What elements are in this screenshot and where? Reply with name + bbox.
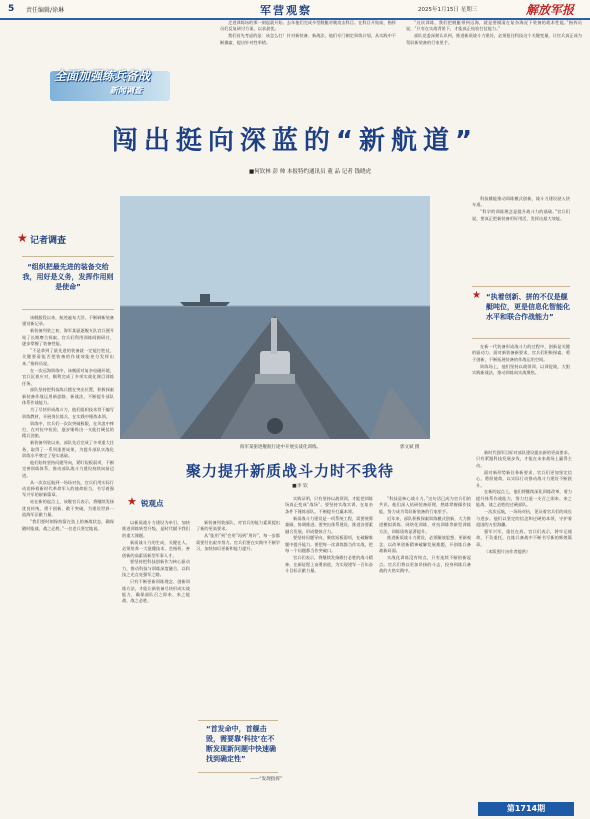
pull-quote-attribution: ——“发现指挥” (250, 777, 283, 782)
paragraph: 在新一代装备形成战斗力的过程中，创新是关键的驱动力。面对新装备新要求，官兵们积极探索、勇于创新，不断拓展装备的作战运用空间。 (472, 344, 570, 362)
intro-paragraph: 我们首先考虑的是：该怎么打！针对新装备、新战法，他们专门制定训练计划，从实践中不断摸索，提出针对性举措。 (220, 33, 396, 45)
paragraph: 实践证明，只有坚持以战领训，才能把训练场真正变成“战场”。要坚持实战实训，在复杂条件下锤炼部队，不断提升打赢本领。 (285, 496, 373, 514)
bottom-column-4 (379, 496, 471, 810)
paragraph: 从“能用”到“会用”再到“用好”，每一步都需要付出艰辛努力。官兵们要在实践中不断学习，加快知识更新和能力提升。 (196, 533, 280, 552)
section-editor-label: 责任编辑/徐琳 (26, 7, 65, 14)
feature-banner (50, 57, 170, 105)
paragraph: 官兵们表示，将继续发扬敢打必胜的战斗精神，在新征程上奋勇前进，为实现建军一百年奋斗目标贡献力量。 (285, 555, 373, 573)
paragraph: 站在新的起点上，该舰官兵表示，将继续发扬优良传统，勇于创新、敢于突破，为建设世界一流海军贡献力量。 (22, 499, 114, 518)
paragraph: “科技是核心战斗力。”这句话已成为官兵们的共识。他们深入钻研装备原理，熟练掌握操作技能，努力成为驾驭新装备的行家里手。 (379, 496, 471, 514)
page-section-title: 军营观察 (260, 4, 312, 17)
paragraph: “科学的训练理念是提升战斗力的基础。”官兵们说，要真正把新装备用好用活，发挥出最大效能。 (472, 209, 570, 221)
paragraph: 要坚持问题导向，聚焦短板弱项，在破解难题中提升能力。要把每一次训练都当作实战，把每一个问题都当作突破口。 (285, 535, 373, 554)
paragraph: 以新质战斗力建设为牵引，加快推进训练转型升级，是时代赋予我们的重大课题。 (122, 520, 190, 538)
divider (22, 256, 114, 257)
warship-photo (120, 196, 430, 439)
bottom-column-3 (285, 496, 373, 810)
divider (198, 772, 278, 773)
photo-credit: 郭文斌 摄 (400, 445, 420, 450)
reporter-survey-title: 记者调查 (30, 236, 67, 246)
right-column-top-text (472, 196, 570, 276)
main-byline: ■何钦林 彭 帅 本报特约通讯员 董 品 记者 钱晓虎 (249, 169, 371, 175)
sub-byline: ■李 钦 (292, 484, 308, 489)
bottom-column-5 (476, 450, 572, 798)
intro-paragraph: “这次训练，我们把舰艇带到远海，就是要摸清在复杂海况下装备的战术性能。”指挥员说，“只有在实战背景下，才能真正检验打仗能力。” (406, 20, 582, 32)
paragraph: 他们始终坚持问题导向，紧盯短板弱项，不断完善训练体系，推动部队战斗力建设持续向前迈进。 (22, 459, 114, 478)
pull-quote-middle: “首发命中，首舰击毁，需要靠‘科技’在不断发现新问题中快速确找到确定性” (206, 725, 276, 763)
star-icon: ★ (127, 495, 137, 508)
paragraph: 实战化训练没有终点，只有连续不断的新起点。官兵们将以更加昂扬的斗志，投身到练兵备战的火热实践中。 (379, 555, 471, 573)
bottom-column-1 (122, 520, 190, 810)
paragraph: 训练中，官兵们一次次突破极限，在风浪中摔打，在对抗中检验，逐步锤炼出一支能打硬仗的精兵劲旅。 (22, 420, 114, 439)
pull-quote-left: “组织把最先进的装备交给我，用好是义务，发挥作用则是使命” (22, 263, 114, 291)
paragraph: 从一次次远航到一场场对抗，官兵们用实际行动诠释着新时代革命军人的使命担当，书写着强军兴军的崭新篇章。 (22, 479, 114, 498)
paragraph: 为了尽快形成战斗力，他们组织技术骨干编写训练教材，开展岗位练兵，在实践中锤炼本领。 (22, 407, 114, 419)
pull-quote-right: “执着创新、拼的不仅是舰艇吨位，更是信息化智能化水平和联合作战能力” (486, 293, 570, 321)
intro-paragraph: 部队党委深刻认识到，推进新质战斗力建设，必须扭住科技这个关键变量，让官兵真正成为驾驭新装备的行家里手。 (406, 33, 582, 45)
photo-caption: 海军某驱逐舰航行途中开展实战化训练。 (240, 445, 321, 450)
star-icon: ★ (472, 290, 481, 301)
star-icon: ★ (17, 231, 28, 245)
paragraph: 只有不断更新训练理念、创新训练方法，才能让新装备尽快形成实战能力，确保部队召之即来、来之能战、战之必胜。 (122, 579, 190, 604)
intro-text-block (220, 20, 582, 84)
newspaper-masthead: 解放军报 (526, 3, 575, 17)
banner-title: 全面加强练兵备战 (54, 69, 151, 83)
paragraph: 一次次远航，一场场对抗，见证着官兵们的成长与进步。他们以坚定的信念和过硬的本领，守护着祖国的万里海疆。 (476, 509, 572, 527)
paragraph: 强军兴军，重任在肩。官兵们表示，将牢记使命，不负重托，在练兵备战中不断书写新的辉煌篇章。 (476, 528, 572, 547)
warship-illustration (120, 196, 430, 439)
paragraph: 训练场上，他们坚持以战领训、以训促战，大胆实践新战法，推动训练向实战聚焦。 (472, 363, 570, 376)
paragraph: 新质战斗力建设是一项系统工程，需要统筹兼顾、协调推进。要突出体系建设，推进各要素融合发展，形成整体合力。 (285, 515, 373, 534)
paragraph: 新装备列装之初，海军某驱逐舰支队官兵便开始了长期磨合探索。官兵们利用训练间隙研讨，逐步掌握了装备性能。 (22, 328, 114, 347)
paragraph: （本版照片由作者提供） (484, 548, 531, 554)
divider (472, 338, 570, 339)
banner-subtitle: 新闻调查 (110, 86, 142, 95)
divider (198, 720, 278, 721)
paragraph: 面对新形势新任务新要求，官兵们更加坚定信心，勇担使命，以实际行动推动战斗力建设不断跃升。 (476, 469, 572, 488)
paragraph: 新质战斗力的生成，关键在人。必须培养一大批懂技术、会指挥、善创新的高素质新型军事人才。 (122, 539, 190, 558)
paragraph: 在一次远海训练中，该舰面对复杂电磁环境，官兵沉着应对，顺利完成了多项实战化课目训练任务。 (22, 367, 114, 386)
page-number: 5 (8, 4, 15, 14)
issue-number-badge: 第1714期 (478, 802, 574, 816)
paragraph: “我们要时刻保持箭在弦上的备战状态，确保随时能战、战之必胜。”一名老兵坚定地说。 (22, 519, 114, 531)
sharp-views-header (127, 497, 169, 513)
right-column-text (472, 344, 570, 444)
bottom-column-2 (196, 520, 280, 720)
main-headline: 闯出挺向深蓝的“新航道” (111, 126, 479, 156)
left-column-text (22, 315, 114, 810)
paragraph: 近年来，部队积极探索训练模式创新，大力推进模拟训练、网络化训练、对抗训练等新型训练方法，训练质效显著提升。 (379, 515, 471, 534)
issue-date: 2025年1月15日 星期三 (418, 7, 478, 13)
paragraph: 新装备列装部队，对官兵的能力素质提出了新的更高要求。 (196, 520, 280, 532)
paragraph: “不是拿到了最先进的装备就一定能打胜仗，关键要看能否把装备的作战效能充分发挥出来。”指挥员说。 (22, 348, 114, 366)
divider (22, 309, 114, 310)
paragraph: 部队坚持把科技练兵摆在突出位置，积极探索新装备作战运用新思路、新战法，不断提升部队体系作战能力。 (22, 387, 114, 406)
paragraph: 科技赋能推动训练模式创新，战斗力建设驶入快车道。 (472, 196, 570, 208)
sharp-views-title: 锐观点 (141, 499, 164, 508)
paragraph: 新时代强军目标对部队建设提出新的更高要求。只有紧跟科技发展步伐，才能在未来战场上赢得主动。 (476, 450, 572, 468)
paragraph: 新装备列装以来，部队先后完成了多项重大任务，取得了一系列重要成果，为提升部队实战化训练水平奠定了坚实基础。 (22, 440, 114, 459)
paragraph: 在新的起点上，他们将继续深化训练改革，着力提升体系作战能力，努力打造一支召之即来、来之能战、战之必胜的过硬部队。 (476, 489, 572, 508)
sub-headline: 聚力提升新质战斗力时不我待 (185, 462, 394, 480)
paragraph: 推进新质战斗力建设，必须解放思想、更新观念，以改革创新精神破解发展难题，开创练兵备战新局面。 (379, 535, 471, 554)
paragraph: 该舰服役以来，航迹遍布大洋，不断刷新装备建设新记录。 (22, 315, 114, 327)
paragraph: 要坚持把科技创新作为核心驱动力，推动科技与训练深度融合，以科技之光点亮强军之路。 (122, 559, 190, 578)
divider (472, 286, 570, 287)
intro-paragraph: 走进训练场的那一刻起就开始。去年他们完成多型舰艇对舰攻击科目。在科目开始前，指挥员们反复研讨方案，以求最优。 (220, 20, 396, 32)
